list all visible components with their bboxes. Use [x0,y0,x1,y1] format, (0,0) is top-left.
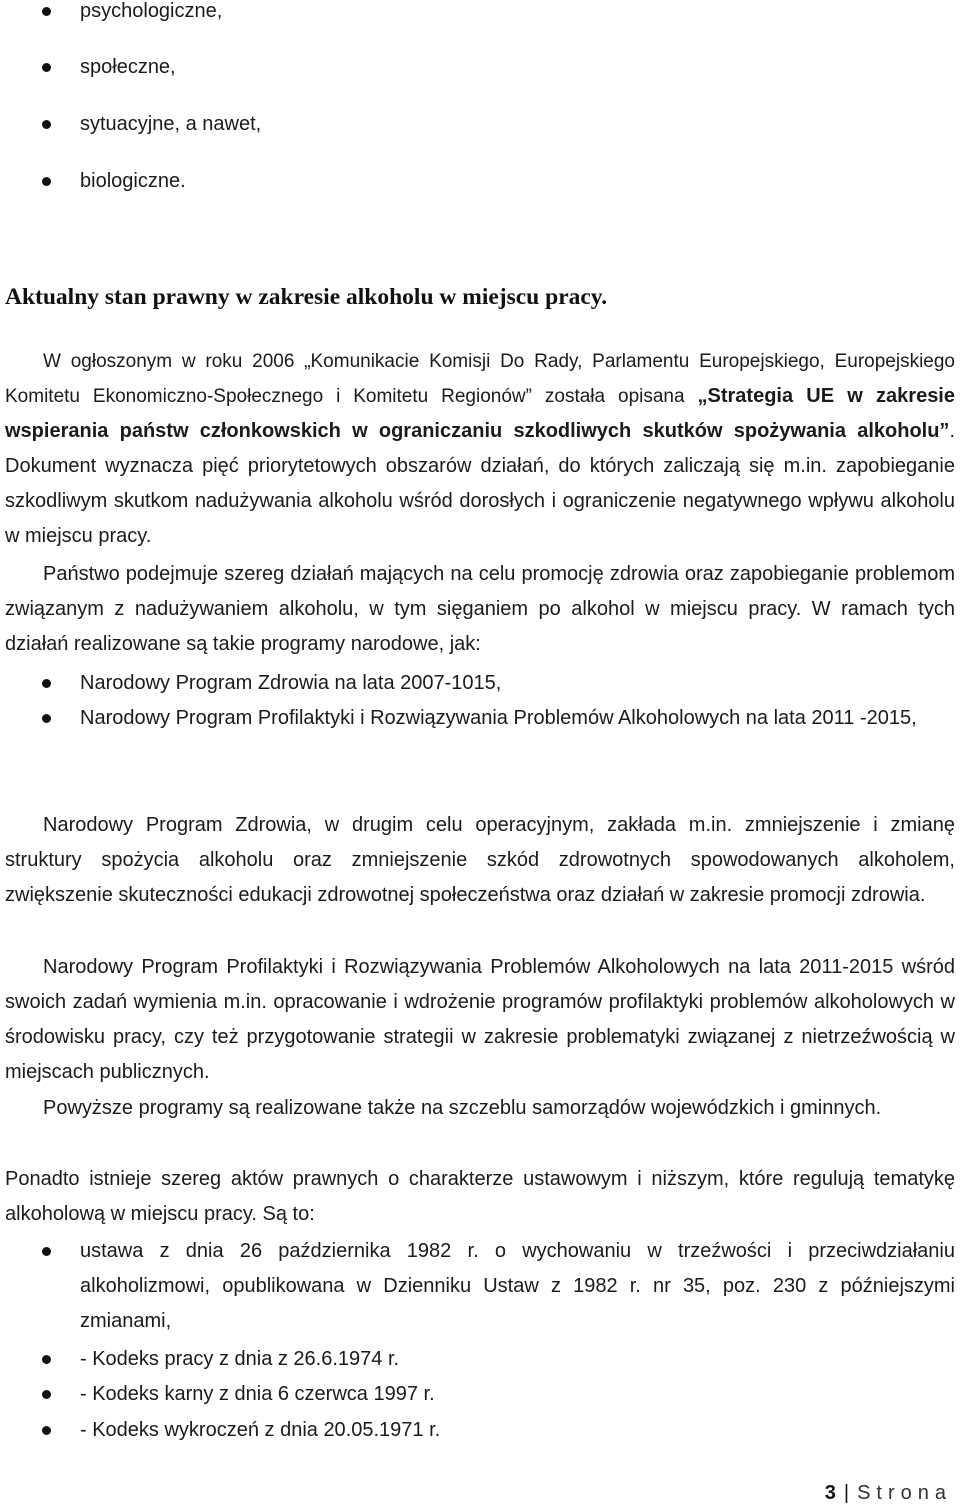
paragraph-state-actions: Państwo podejmuje szereg działań mających na celu promocję zdrowia oraz zapobieganie problemom związanym z nadużywaniem alkoholu, w tym sięganiem po alkohol w miejscu pracy. W ramach tych działań realizowane są takie programy narodowe, jak: [5,563,955,655]
paragraph-local-government: Powyższe programy są realizowane także na szczeblu samorządów wojewódzkich i gminnych. [43,1097,882,1119]
list-item-text: - Kodeks wykroczeń z dnia 20.05.1971 r. [80,1419,441,1441]
list-item-text: psychologiczne, [80,0,223,22]
footer-separator: | [843,1482,850,1504]
list-item-text: - Kodeks pracy z dnia z 26.6.1974 r. [80,1348,400,1370]
paragraph-rest: . Dokument wyznacza pięć priorytetowych obszarów działań, do których zaliczają się m.in. zapobieganie szkodliwym skutkom nadużywania alkoholu wśród dorosłych i ograniczenie negatywnego wpływu alkoholu w miejscu pracy. [5,420,955,547]
list-item-text: sytuacyjne, a nawet, [80,113,262,135]
strategy-title: „Strategia UE w zakresie wspierania państw członkowskich w ograniczaniu szkodliwych skutków spożywania alkoholu” [5,385,955,442]
bullet-icon [42,1247,51,1256]
bullet-icon [42,1426,51,1435]
list-item-text: ustawa z dnia 26 października 1982 r. o wychowaniu w trzeźwości i przeciwdziałaniu alkoholizmowi, opublikowana w Dzienniku Ustaw z 1982 r. nr 35, poz. 230 z późniejszymi zmianami, [80,1240,955,1332]
paragraph-health-program: Narodowy Program Zdrowia, w drugim celu operacyjnym, zakłada m.in. zmniejszenie i zmianę struktury spożycia alkoholu oraz zmniejszenie szkód zdrowotnych spowodowanych alkoholem, zwiększenie skuteczności edukacji zdrowotnej społeczeństwa oraz działań w zakresie promocji zdrowia. [5,814,955,906]
list-item-text: Narodowy Program Zdrowia na lata 2007-1015, [80,672,502,694]
list-item-text: społeczne, [80,56,176,78]
list-item-text: biologiczne. [80,170,186,192]
page-number: 3 [824,1482,836,1504]
bullet-icon [42,7,51,16]
paragraph-alcohol-program: Narodowy Program Profilaktyki i Rozwiązywania Problemów Alkoholowych na lata 2011-2015 wśród swoich zadań wymienia m.in. opracowanie i wdrożenie programów profilaktyki problemów alkoholowych w środowisku pracy, czy też przygotowanie strategii w zakresie problematyki związanej z nietrzeźwością w miejscach publicznych. [5,956,955,1083]
paragraph-strategy [5,344,955,554]
page-footer [825,1480,952,1506]
bullet-icon [42,714,51,723]
list-item-text: - Kodeks karny z dnia 6 czerwca 1997 r. [80,1383,435,1405]
bullet-icon [42,63,51,72]
paragraph-legal-acts: Ponadto istnieje szereg aktów prawnych o charakterze ustawowym i niższym, które regulują tematykę alkoholową w miejscu pracy. Są to: [5,1168,955,1225]
bullet-icon [42,1355,51,1364]
paragraph-intro: W ogłoszonym w roku 2006 „Komunikacie Komisji Do Rady, Parlamentu Europejskiego, Europejskiego Komitetu Ekonomiczno-Społecznego i Komitetu Regionów” została opisana [5,351,955,407]
list-item-text: Narodowy Program Profilaktyki i Rozwiązywania Problemów Alkoholowych na lata 2011 -2015, [80,707,917,729]
bullet-icon [42,120,51,129]
bullet-icon [42,679,51,688]
bullet-icon [42,1390,51,1399]
footer-page-label: Strona [857,1482,952,1504]
bullet-icon [42,177,51,186]
section-heading: Aktualny stan prawny w zakresie alkoholu w miejscu pracy. [5,284,608,310]
